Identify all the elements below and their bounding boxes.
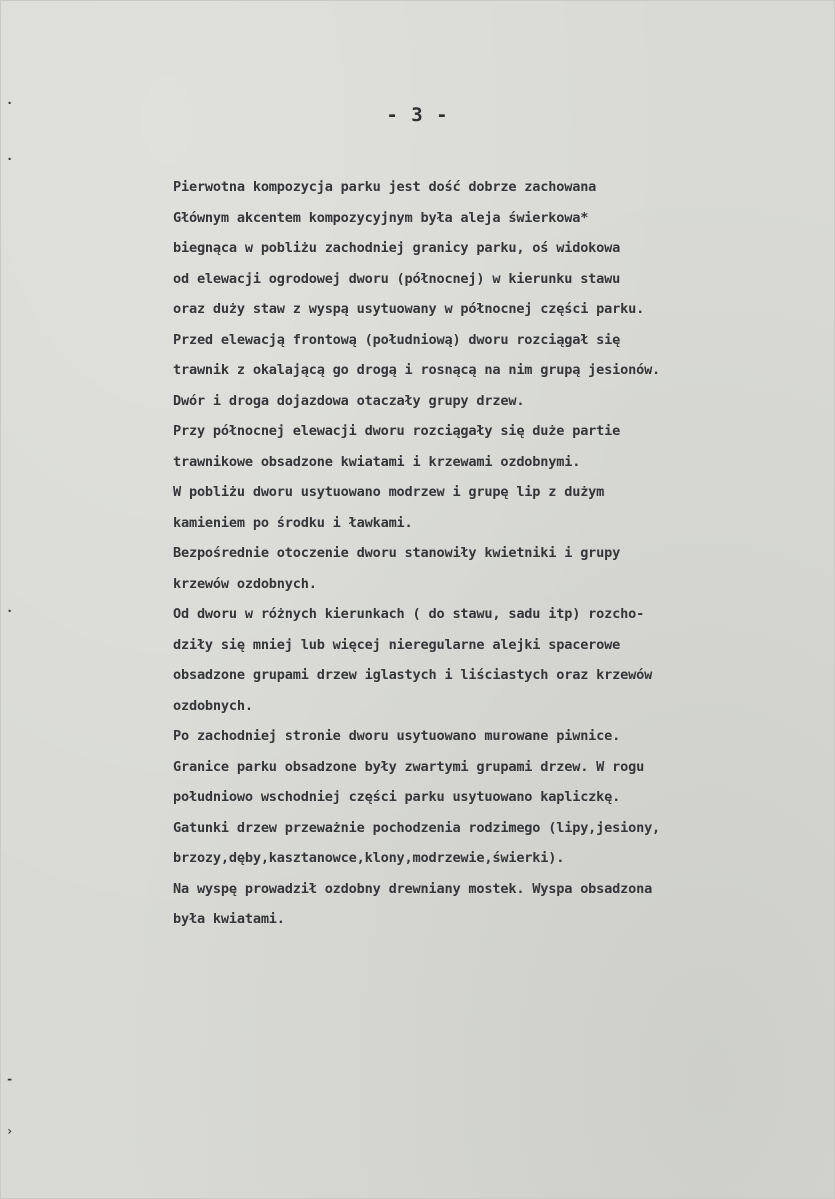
text-line: Bezpośrednie otoczenie dworu stanowiły kwietniki i grupy bbox=[173, 545, 621, 561]
text-line: oraz duży staw z wyspą usytuowany w północnej części parku. bbox=[173, 301, 645, 317]
text-line: Po zachodniej stronie dworu usytuowano murowane piwnice. bbox=[173, 728, 621, 744]
text-line: kamieniem po środku i ławkami. bbox=[173, 514, 413, 531]
text-line: Na wyspę prowadził ozdobny drewniany mostek. Wyspa obsadzona bbox=[173, 880, 653, 897]
text-line: ozdobnych. bbox=[173, 697, 253, 714]
margin-mark: · bbox=[6, 604, 14, 618]
text-line: brzozy,dęby,kasztanowce,klony,modrzewie,świerki). bbox=[173, 850, 565, 866]
text-line: Od dworu w różnych kierunkach ( do stawu, sadu itp) rozcho- bbox=[173, 606, 645, 622]
text-line: biegnąca w pobliżu zachodniej granicy parku, oś widokowa bbox=[173, 240, 621, 256]
text-line: Przed elewacją frontową (południową) dworu rozciągał się bbox=[173, 331, 621, 348]
text-line: obsadzone grupami drzew iglastych i liściastych oraz krzewów bbox=[173, 667, 653, 683]
text-line: Przy północnej elewacji dworu rozciągały się duże partie bbox=[173, 423, 621, 439]
margin-mark: · bbox=[6, 96, 14, 110]
text-line: trawnikowe obsadzone kwiatami i krzewami ozdobnymi. bbox=[173, 453, 581, 470]
page-number: - 3 - bbox=[386, 104, 449, 126]
margin-mark: › bbox=[6, 1124, 14, 1138]
text-line: trawnik z okalającą go drogą i rosnącą na nim grupą jesionów. bbox=[173, 362, 661, 378]
document-body bbox=[173, 172, 823, 935]
text-line: Pierwotna kompozycja parku jest dość dobrze zachowana bbox=[173, 179, 597, 195]
text-line: południowo wschodniej części parku usytuowano kapliczkę. bbox=[173, 789, 621, 805]
text-line: Gatunki drzew przeważnie pochodzenia rodzimego (lipy,jesiony, bbox=[173, 819, 661, 836]
text-line: dziły się mniej lub więcej nieregularne alejki spacerowe bbox=[173, 636, 621, 653]
margin-mark: · bbox=[6, 152, 14, 166]
text-line: Dwór i droga dojazdowa otaczały grupy drzew. bbox=[173, 392, 525, 409]
text-line: krzewów ozdobnych. bbox=[173, 575, 317, 592]
text-line: Granice parku obsadzone były zwartymi grupami drzew. W rogu bbox=[173, 758, 645, 775]
text-line: Głównym akcentem kompozycyjnym była aleja świerkowa* bbox=[173, 209, 589, 226]
margin-mark: - bbox=[6, 1072, 14, 1086]
text-line: była kwiatami. bbox=[173, 911, 285, 927]
text-line: od elewacji ogrodowej dworu (północnej) w kierunku stawu bbox=[173, 270, 621, 287]
text-line: W pobliżu dworu usytuowano modrzew i grupę lip z dużym bbox=[173, 484, 605, 500]
